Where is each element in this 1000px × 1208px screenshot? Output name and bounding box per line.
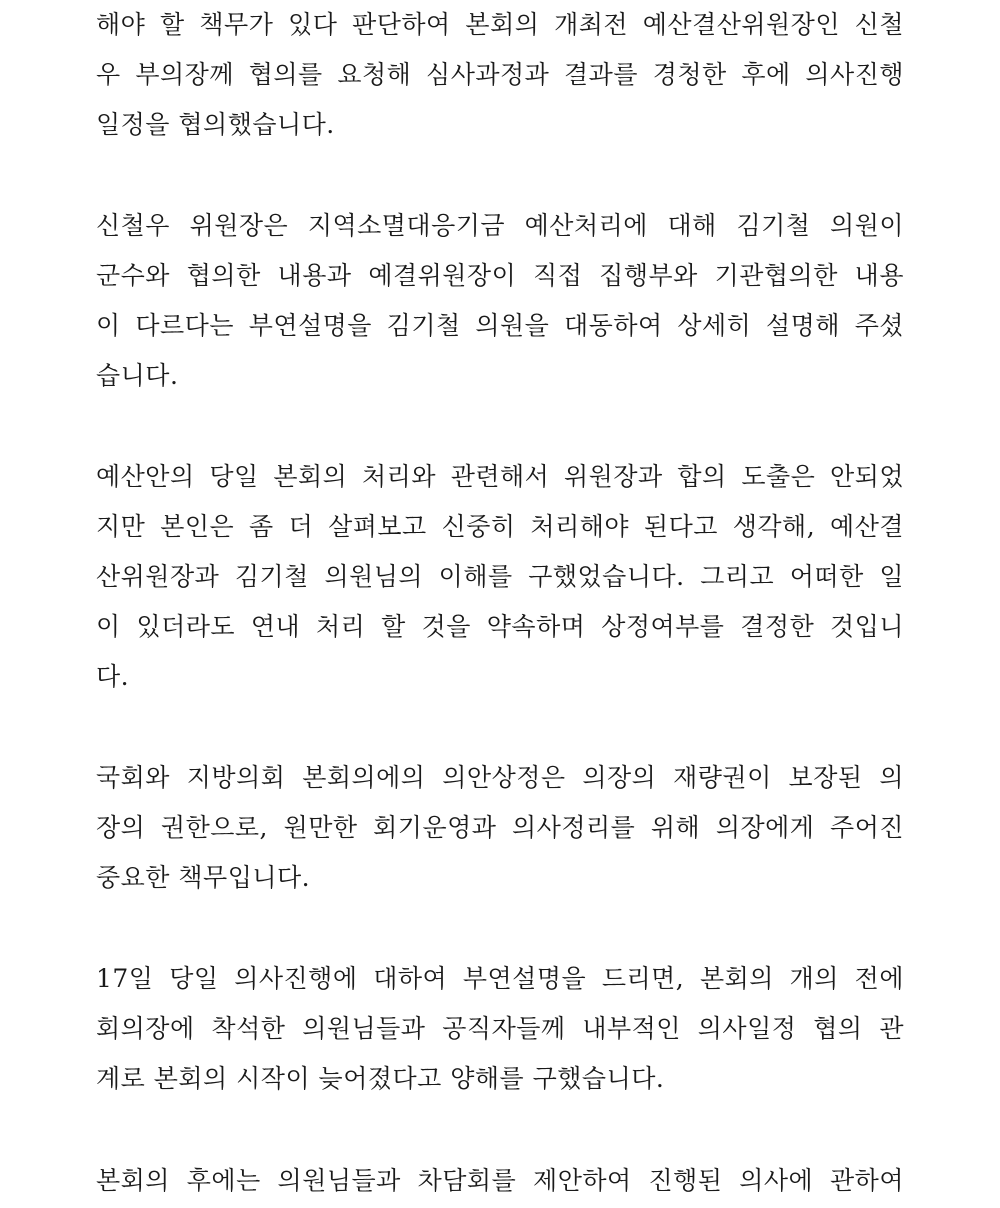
text-line: 습니다. [96, 361, 179, 390]
text-line: 예산안의 당일 본회의 처리와 관련해서 위원장과 합의 도출은 안되었 [96, 462, 904, 491]
text-line: 회의장에 착석한 의원님들과 공직자들께 내부적인 의사일정 협의 관 [96, 1014, 904, 1043]
text-line: 신철우 위원장은 지역소멸대응기금 예산처리에 대해 김기철 의원이 [96, 211, 904, 240]
text-line: 국회와 지방의회 본회의에의 의안상정은 의장의 재량권이 보장된 의 [96, 763, 904, 792]
text-line: 장의 권한으로, 원만한 회기운영과 의사정리를 위해 의장에게 주어진 [96, 813, 904, 842]
text-line: 산위원장과 김기철 의원님의 이해를 구했었습니다. 그리고 어떠한 일 [96, 562, 904, 591]
text-line: 해야 할 책무가 있다 판단하여 본회의 개최전 예산결산위원장인 신철 [96, 10, 904, 39]
text-line: 지만 본인은 좀 더 살펴보고 신중히 처리해야 된다고 생각해, 예산결 [96, 512, 904, 541]
text-line: 우 부의장께 협의를 요청해 심사과정과 결과를 경청한 후에 의사진행 [96, 60, 904, 89]
text-line: 이 있더라도 연내 처리 할 것을 약속하며 상정여부를 결정한 것입니 [96, 612, 904, 641]
text-line: 본회의 후에는 의원님들과 차담회를 제안하여 진행된 의사에 관하여 [96, 1166, 904, 1195]
text-line: 중요한 책무입니다. [96, 863, 311, 892]
text-line: 이 다르다는 부연설명을 김기철 의원을 대동하여 상세히 설명해 주셨 [96, 311, 904, 340]
text-line: 다. [96, 662, 130, 691]
text-line: 일정을 협의했습니다. [96, 110, 335, 139]
text-line: 17일 당일 의사진행에 대하여 부연설명을 드리면, 본회의 개의 전에 [96, 964, 904, 993]
text-line: 군수와 협의한 내용과 예결위원장이 직접 집행부와 기관협의한 내용 [96, 261, 904, 290]
text-line: 계로 본회의 시작이 늦어졌다고 양해를 구했습니다. [96, 1064, 665, 1093]
